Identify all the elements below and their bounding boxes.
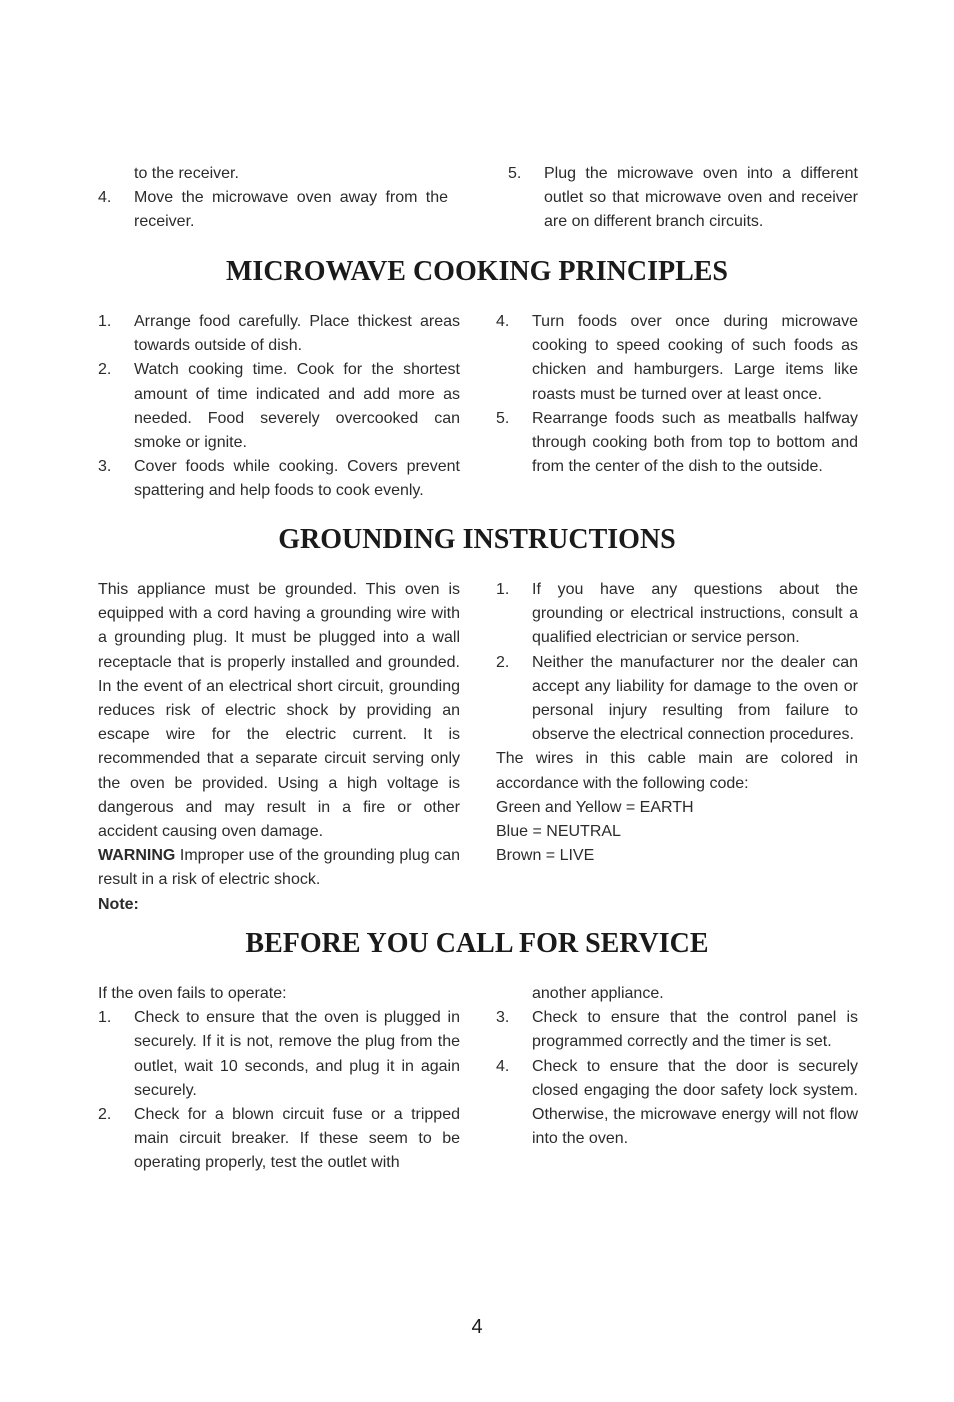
list-text: Watch cooking time. Cook for the shortest amount of time indicated and add more as needed. Food severely overcooked can smoke or ignite. <box>134 361 460 452</box>
list-item <box>98 310 460 358</box>
list-text: Turn foods over once during microwave cooking to speed cooking of such foods as chicken and hamburgers. Large items like roasts must be turned over at least once. <box>532 313 858 403</box>
list-item-continuation: to the receiver. <box>134 165 239 182</box>
warning-text: Improper use of the grounding plug can result in a risk of electric shock. <box>98 847 460 889</box>
list-number: 1. <box>496 581 510 598</box>
list-text: Cover foods while cooking. Covers prevent spattering and help foods to cook evenly. <box>134 458 460 500</box>
list-text: Neither the manufacturer nor the dealer can accept any liability for damage to the oven or personal injury resulting from failure to observe the electrical connection procedures. <box>532 653 858 744</box>
list-number: 4. <box>98 189 112 207</box>
list-item <box>98 455 460 503</box>
list-text: Move the microwave oven away from the receiver. <box>134 189 448 231</box>
cooking-right-column <box>496 310 858 479</box>
top-left-column <box>98 162 448 235</box>
list-text: Check to ensure that the oven is plugged in securely. If it is not, remove the plug from the outlet, wait 10 seconds, and plug it in again securely. <box>134 1009 460 1099</box>
list-item <box>98 1103 460 1176</box>
section-heading-service: BEFORE YOU CALL FOR SERVICE <box>245 928 709 959</box>
section-heading-grounding: GROUNDING INSTRUCTIONS <box>278 524 676 555</box>
list-number: 3. <box>496 1009 510 1027</box>
list-number: 1. <box>98 1009 112 1027</box>
list-item <box>98 358 460 455</box>
list-number: 5. <box>508 165 522 182</box>
list-item <box>508 162 858 235</box>
grounding-left-column <box>98 578 460 917</box>
list-item-continuation: another appliance. <box>532 985 664 1002</box>
note-label: Note: <box>98 895 139 913</box>
list-text: If you have any questions about the grounding or electrical instructions, consult a qualified electrician or service person. <box>532 581 858 647</box>
warning-label: WARNING <box>98 847 176 865</box>
list-number: 2. <box>98 1106 112 1124</box>
list-text: Rearrange foods such as meatballs halfway through cooking both from top to bottom and from the center of the dish to the outside. <box>532 409 858 476</box>
list-number: 3. <box>98 458 112 476</box>
cooking-left-column <box>98 310 460 504</box>
wire-code-earth: Green and Yellow = EARTH <box>496 798 694 816</box>
service-left-column <box>98 982 460 1176</box>
list-text: Plug the microwave oven into a different outlet so that microwave oven and receiver are on different branch circuits. <box>544 165 858 231</box>
list-number: 1. <box>98 313 112 330</box>
list-item <box>496 310 858 407</box>
list-item <box>496 578 858 651</box>
list-item <box>98 186 448 234</box>
list-number: 2. <box>98 361 112 379</box>
list-text: Check to ensure that the control panel is programmed correctly and the timer is set. <box>532 1009 858 1051</box>
wires-paragraph: The wires in this cable main are colored in accordance with the following code: <box>496 750 858 792</box>
section-heading-cooking: MICROWAVE COOKING PRINCIPLES <box>226 256 728 287</box>
list-item <box>496 1055 858 1152</box>
list-number: 5. <box>496 409 510 427</box>
list-number: 4. <box>496 1057 510 1075</box>
service-right-column <box>496 982 858 1151</box>
list-item <box>496 651 858 748</box>
list-text: Arrange food carefully. Place thickest areas towards outside of dish. <box>134 313 460 355</box>
wire-code-live: Brown = LIVE <box>496 847 595 865</box>
warning-paragraph <box>98 844 460 892</box>
list-text: Check for a blown circuit fuse or a tripped main circuit breaker. If these seem to be operating properly, test the outlet with <box>134 1106 460 1172</box>
top-right-column <box>508 162 858 235</box>
list-text: Check to ensure that the door is securely closed engaging the door safety lock system. Otherwise, the microwave energy will not flow into the oven. <box>532 1057 858 1148</box>
list-item <box>496 1006 858 1054</box>
page-number: 4 <box>471 1316 483 1338</box>
list-number: 4. <box>496 313 510 330</box>
wire-code-neutral: Blue = NEUTRAL <box>496 823 621 841</box>
list-item <box>98 1006 460 1103</box>
grounding-paragraph: This appliance must be grounded. This oven is equipped with a cord having a grounding wire with a grounding plug. It must be plugged into a wall receptacle that is properly installed and grounded. In the event of an electrical short circuit, grounding reduces risk of electric shock by providing an escape wire for the electric current. It is recommended that a separate circuit serving only the oven be provided. Using a high voltage is dangerous and may result in a fire or other accident causing oven damage. <box>98 581 460 841</box>
list-number: 2. <box>496 653 510 671</box>
grounding-right-column <box>496 578 858 868</box>
service-intro: If the oven fails to operate: <box>98 985 287 1002</box>
list-item <box>496 407 858 480</box>
